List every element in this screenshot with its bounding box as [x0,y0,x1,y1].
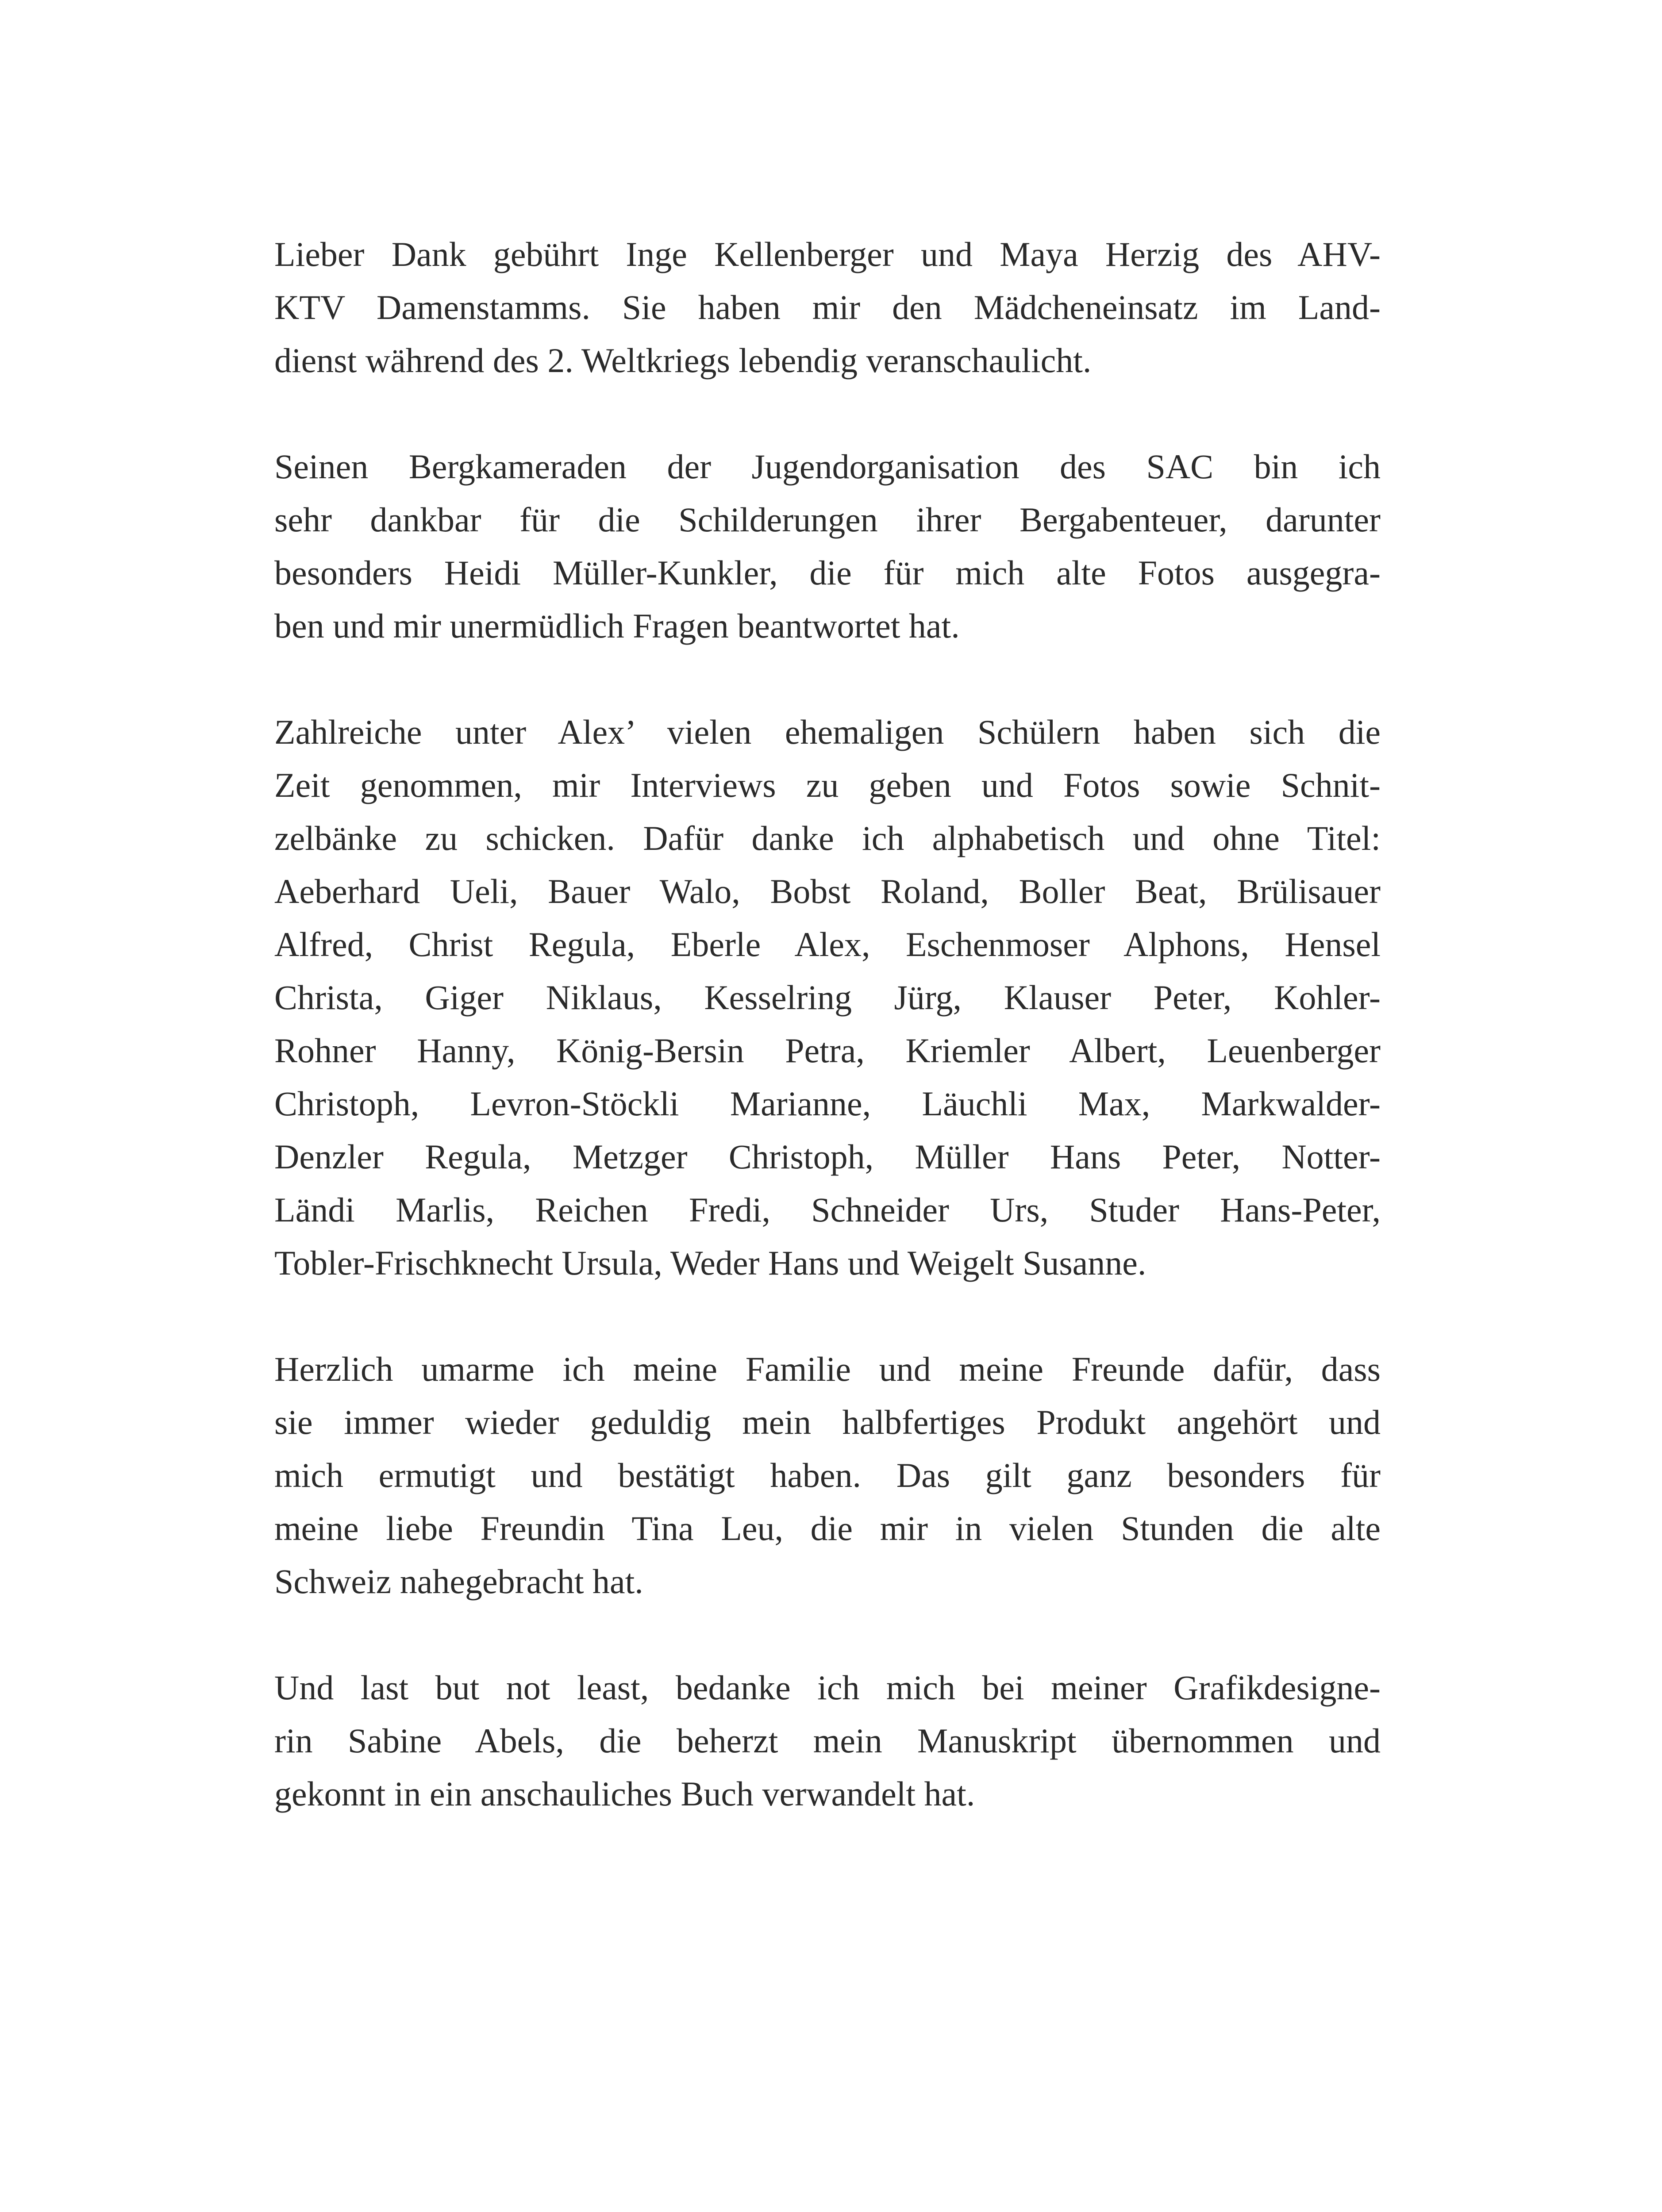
text-line: Tobler-Frischknecht Ursula, Weder Hans und Weigelt Susanne. [274,1244,1146,1282]
paragraph-4 [274,1343,1381,1608]
text-line: sie immer wieder geduldig mein halbfertiges Produkt angehört und [274,1403,1381,1441]
text-line: Zeit genommen, mir Interviews zu geben und Fotos sowie Schnit- [274,766,1381,804]
text-line: Lieber Dank gebührt Inge Kellenberger und Maya Herzig des AHV- [274,235,1381,273]
paragraph-5 [274,1661,1381,1820]
paragraph-1 [274,228,1381,387]
text-line: Alfred, Christ Regula, Eberle Alex, Eschenmoser Alphons, Hensel [274,925,1381,964]
text-line: Und last but not least, bedanke ich mich bei meiner Grafikdesigne- [274,1668,1381,1707]
acknowledgements-text [274,228,1381,1874]
text-line: besonders Heidi Müller-Kunkler, die für mich alte Fotos ausgegra- [274,553,1381,592]
text-line: KTV Damenstamms. Sie haben mir den Mädcheneinsatz im Land- [274,288,1381,326]
text-line: Schweiz nahegebracht hat. [274,1562,643,1601]
text-line: Herzlich umarme ich meine Familie und meine Freunde dafür, dass [274,1350,1381,1388]
text-line: Seinen Bergkameraden der Jugendorganisation des SAC bin ich [274,447,1381,486]
paragraph-2 [274,440,1381,653]
text-line: ben und mir unermüdlich Fragen beantwortet hat. [274,607,960,645]
text-line: meine liebe Freundin Tina Leu, die mir in vielen Stunden die alte [274,1509,1381,1548]
text-line: sehr dankbar für die Schilderungen ihrer Bergabenteuer, darunter [274,500,1381,539]
text-line: rin Sabine Abels, die beherzt mein Manuskript übernommen und [274,1721,1381,1760]
text-line: Aeberhard Ueli, Bauer Walo, Bobst Roland, Boller Beat, Brülisauer [274,872,1381,910]
text-line: Denzler Regula, Metzger Christoph, Müller Hans Peter, Notter- [274,1137,1381,1176]
text-line: Rohner Hanny, König-Bersin Petra, Kriemler Albert, Leuenberger [274,1031,1381,1070]
text-line: mich ermutigt und bestätigt haben. Das gilt ganz besonders für [274,1456,1381,1494]
text-line: Zahlreiche unter Alex’ vielen ehemaligen Schülern haben sich die [274,713,1381,751]
text-line: Ländi Marlis, Reichen Fredi, Schneider Urs, Studer Hans-Peter, [274,1190,1381,1229]
paragraph-3 [274,706,1381,1290]
text-line: dienst während des 2. Weltkriegs lebendig veranschaulicht. [274,341,1092,380]
text-line: zelbänke zu schicken. Dafür danke ich alphabetisch und ohne Titel: [274,819,1381,857]
text-line: Christoph, Levron-Stöckli Marianne, Läuchli Max, Markwalder- [274,1084,1381,1123]
text-line: gekonnt in ein anschauliches Buch verwandelt hat. [274,1774,975,1813]
text-line: Christa, Giger Niklaus, Kesselring Jürg, Klauser Peter, Kohler- [274,978,1381,1017]
